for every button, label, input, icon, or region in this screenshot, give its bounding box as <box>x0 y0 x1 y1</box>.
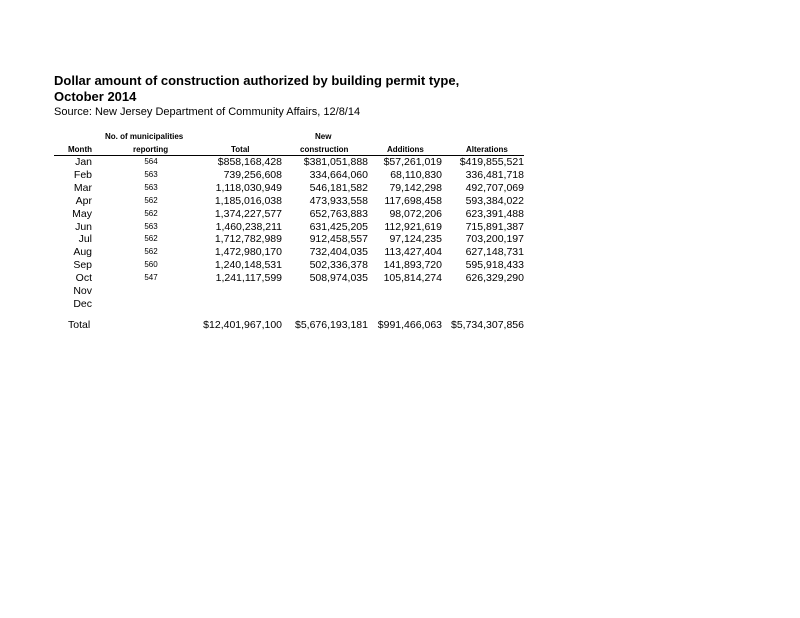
header-month: Month <box>68 145 92 154</box>
municipalities-reporting-cell: 564 <box>144 157 158 166</box>
totals-label: Total <box>68 319 91 331</box>
table-row <box>0 259 800 271</box>
additions-cell: 113,427,404 <box>384 246 442 259</box>
header-alterations: Alterations <box>466 145 508 154</box>
new-construction-cell: 546,181,582 <box>309 181 368 194</box>
month-cell: Oct <box>75 272 92 285</box>
total-cell: 1,241,117,599 <box>215 272 282 285</box>
month-cell: Sep <box>73 259 92 272</box>
municipalities-reporting-cell: 562 <box>144 234 158 244</box>
table-row <box>0 208 800 220</box>
additions-cell: 79,142,298 <box>389 181 442 194</box>
table-row <box>0 221 800 233</box>
source-note: Source: New Jersey Department of Community Affairs, 12/8/14 <box>54 106 361 118</box>
month-cell: Mar <box>73 181 92 194</box>
alterations-cell: 623,391,488 <box>465 207 524 220</box>
new-construction-cell: 912,458,557 <box>309 233 368 246</box>
total-cell: $858,168,428 <box>217 156 282 168</box>
totals-row <box>0 319 800 331</box>
month-cell: Aug <box>73 246 92 259</box>
table-row <box>0 195 800 207</box>
new-construction-cell: 652,763,883 <box>309 207 368 220</box>
header-total: Total <box>231 145 250 154</box>
total-cell: 1,185,016,038 <box>214 194 282 207</box>
new-construction-cell: 502,336,378 <box>309 259 368 272</box>
alterations-cell: 336,481,718 <box>465 168 524 181</box>
table-row <box>0 156 800 168</box>
additions-cell: 117,698,458 <box>384 194 442 207</box>
municipalities-reporting-cell: 563 <box>144 182 158 192</box>
municipalities-reporting-cell: 560 <box>144 260 158 270</box>
header-municipalities-line2: reporting <box>133 145 169 154</box>
municipalities-reporting-cell: 547 <box>144 273 158 283</box>
additions-cell: 112,921,619 <box>384 220 442 233</box>
header-new-line1: New <box>315 132 332 141</box>
table-row <box>0 182 800 194</box>
total-cell: 1,712,782,989 <box>214 233 282 246</box>
table-row <box>0 298 800 310</box>
municipalities-reporting-cell: 563 <box>144 221 158 231</box>
new-construction-cell: 334,664,060 <box>309 168 368 181</box>
month-cell: Apr <box>75 194 92 207</box>
totals-alterations: $5,734,307,856 <box>451 319 524 331</box>
total-cell: 1,240,148,531 <box>214 259 282 272</box>
alterations-cell: 595,918,433 <box>465 259 524 272</box>
total-cell: 739,256,608 <box>223 168 282 181</box>
month-cell: Jul <box>78 233 92 246</box>
municipalities-reporting-cell: 562 <box>144 195 158 205</box>
header-municipalities-line1: No. of municipalities <box>105 132 184 141</box>
totals-additions: $991,466,063 <box>377 319 442 331</box>
alterations-cell: 715,891,387 <box>465 220 524 233</box>
table-row <box>0 246 800 258</box>
table-row <box>0 169 800 181</box>
alterations-cell: 703,200,197 <box>465 233 524 246</box>
total-cell: 1,472,980,170 <box>214 246 282 259</box>
month-cell: Feb <box>73 168 92 181</box>
total-cell: 1,460,238,211 <box>215 220 282 233</box>
month-cell: Jun <box>75 220 92 233</box>
title-line-1: Dollar amount of construction authorized by building permit type, <box>54 73 460 88</box>
additions-cell: 68,110,830 <box>390 168 442 181</box>
additions-cell: 105,814,274 <box>383 272 442 285</box>
municipalities-reporting-cell: 562 <box>144 247 158 257</box>
total-cell: 1,118,030,949 <box>215 181 282 194</box>
table-row <box>0 285 800 297</box>
additions-cell: 141,893,720 <box>383 259 442 272</box>
month-cell: May <box>72 207 92 220</box>
municipalities-reporting-cell: 562 <box>144 208 158 218</box>
header-additions: Additions <box>387 145 424 154</box>
month-cell: Nov <box>73 285 92 297</box>
additions-cell: 97,124,235 <box>389 233 442 246</box>
new-construction-cell: 473,933,558 <box>309 194 368 207</box>
alterations-cell: 593,384,022 <box>465 194 524 207</box>
month-cell: Jan <box>75 156 92 168</box>
month-cell: Dec <box>73 297 92 310</box>
additions-cell: 98,072,206 <box>389 207 442 220</box>
new-construction-cell: 508,974,035 <box>309 272 368 285</box>
table-row <box>0 272 800 284</box>
new-construction-cell: $381,051,888 <box>303 156 368 168</box>
totals-total: $12,401,967,100 <box>203 319 282 331</box>
total-cell: 1,374,227,577 <box>214 207 282 220</box>
alterations-cell: 626,329,290 <box>465 272 524 285</box>
header-new-line2: construction <box>300 145 349 154</box>
title-line-2: October 2014 <box>54 89 137 104</box>
new-construction-cell: 732,404,035 <box>309 246 368 259</box>
municipalities-reporting-cell: 563 <box>144 169 158 179</box>
totals-new-construction: $5,676,193,181 <box>295 319 368 331</box>
alterations-cell: $419,855,521 <box>459 156 524 168</box>
new-construction-cell: 631,425,205 <box>309 220 368 233</box>
alterations-cell: 627,148,731 <box>465 246 524 259</box>
alterations-cell: 492,707,069 <box>465 181 524 194</box>
additions-cell: $57,261,019 <box>383 156 442 168</box>
table-row <box>0 233 800 245</box>
